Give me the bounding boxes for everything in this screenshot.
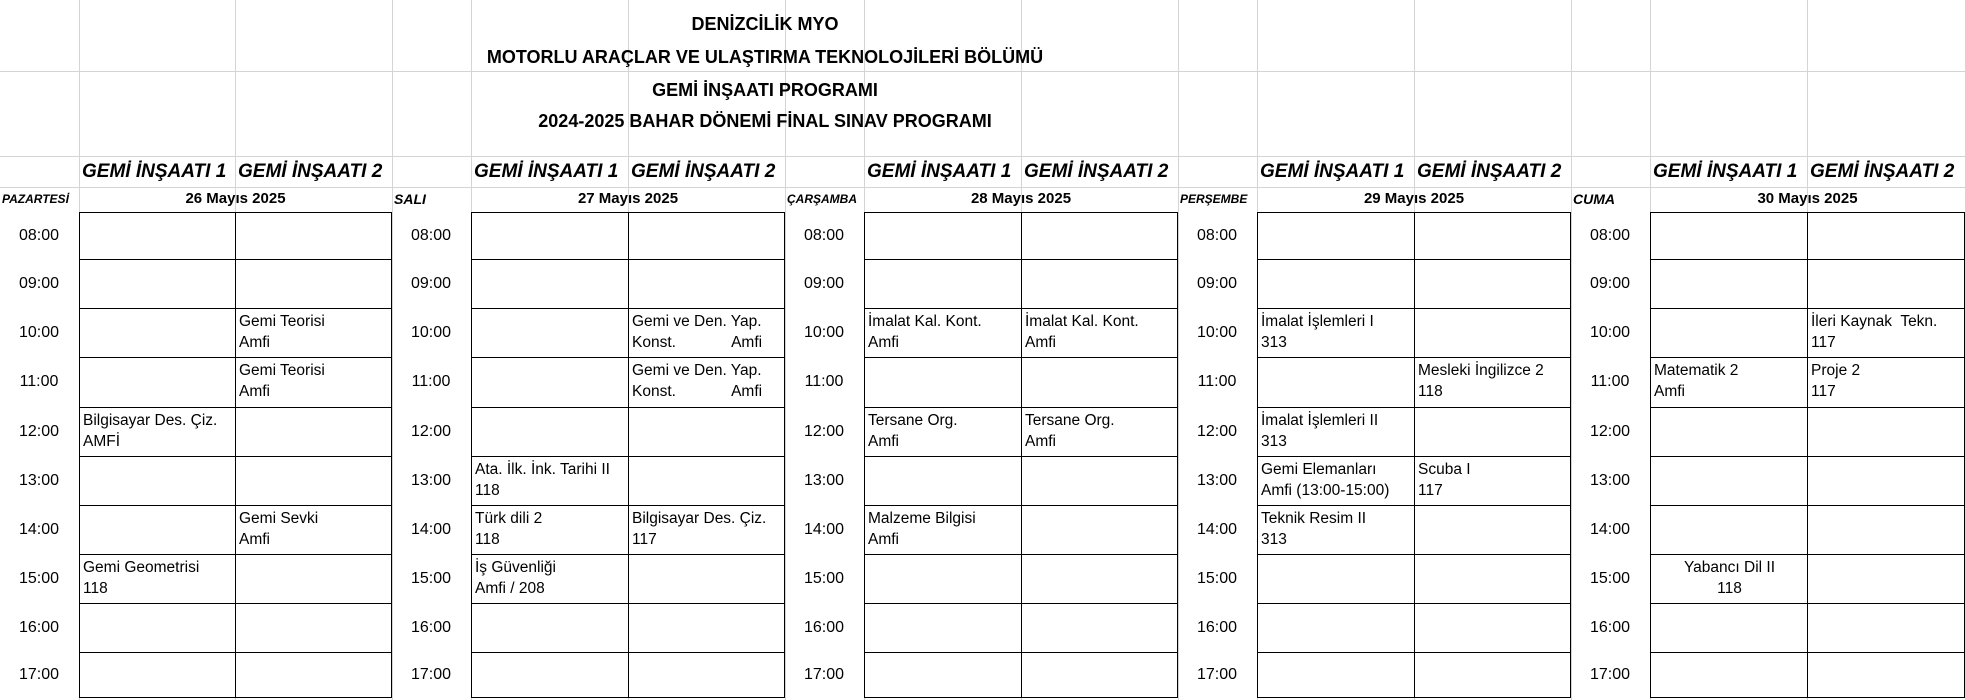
day-table-row-line <box>79 308 392 310</box>
time-label: 14:00 <box>1589 521 1631 538</box>
exam-cell-line: 117 <box>1811 383 1836 400</box>
exam-cell-line: Tersane Org. <box>1025 412 1115 429</box>
exam-cell-line: 313 <box>1261 334 1287 351</box>
exam-cell <box>81 410 233 455</box>
day-table-row-line <box>79 456 392 458</box>
day-table-row-line <box>471 357 785 359</box>
exam-cell <box>866 508 1019 553</box>
exam-cell-line: Scuba I <box>1418 461 1471 478</box>
time-label: 08:00 <box>410 227 452 244</box>
exam-cell <box>1809 360 1963 406</box>
time-label: 15:00 <box>1589 570 1631 587</box>
day-table-row-line <box>471 505 785 507</box>
exam-cell-line: Gemi Teorisi <box>239 313 325 330</box>
time-label: 12:00 <box>803 423 845 440</box>
day-table-row-line <box>471 603 785 605</box>
day-table-row-line <box>864 259 1178 261</box>
exam-cell <box>630 508 783 553</box>
day-table-row-line <box>1650 554 1965 556</box>
day-table-row-line <box>1257 652 1571 654</box>
day-table-row-line <box>864 357 1178 359</box>
day-table-row-line <box>1650 456 1965 458</box>
time-label: 12:00 <box>1196 423 1238 440</box>
exam-cell-line: 118 <box>1418 383 1443 400</box>
gridline-horizontal <box>0 71 1965 72</box>
group-label: GEMİ İNŞAATI 2 <box>631 161 776 182</box>
exam-cell-line: Bilgisayar Des. Çiz. <box>83 412 218 429</box>
exam-cell <box>237 508 390 553</box>
day-table-row-line <box>79 259 392 261</box>
time-label: 09:00 <box>1589 275 1631 292</box>
exam-cell <box>1652 360 1805 406</box>
time-label: 10:00 <box>803 324 845 341</box>
exam-cell-line: Gemi Geometrisi <box>83 559 200 576</box>
header-title-line: 2024-2025 BAHAR DÖNEMİ FİNAL SINAV PROGRAMI <box>538 111 992 131</box>
time-label: 13:00 <box>1589 472 1631 489</box>
exam-cell-line: Amfi (13:00-15:00) <box>1261 482 1390 499</box>
group-label: GEMİ İNŞAATI 2 <box>238 161 383 182</box>
time-label: 15:00 <box>1196 570 1238 587</box>
day-table-row-line <box>864 603 1178 605</box>
day-table-row-line <box>1257 456 1571 458</box>
exam-cell-line: Mesleki İngilizce 2 <box>1418 362 1544 379</box>
day-table-row-line <box>864 652 1178 654</box>
exam-cell-line: Konst. Amfi <box>632 383 763 400</box>
day-table-row-line <box>1650 603 1965 605</box>
group-label: GEMİ İNŞAATI 1 <box>82 161 227 182</box>
exam-cell <box>1259 508 1412 553</box>
header-title-line: GEMİ İNŞAATI PROGRAMI <box>652 80 878 100</box>
exam-cell-line: Amfi <box>239 383 270 400</box>
exam-cell <box>237 311 390 356</box>
exam-cell-line: 118 <box>475 531 500 548</box>
exam-cell <box>630 311 783 356</box>
group-label: GEMİ İNŞAATI 1 <box>1653 161 1798 182</box>
exam-cell-line: Konst. Amfi <box>632 334 763 351</box>
time-label: 11:00 <box>411 373 451 390</box>
day-table-row-line <box>864 456 1178 458</box>
group-label: GEMİ İNŞAATI 2 <box>1417 161 1562 182</box>
day-name: ÇARŞAMBA <box>787 192 857 206</box>
exam-cell-line: İmalat İşlemleri II <box>1261 412 1379 429</box>
day-table-row-line <box>1257 259 1571 261</box>
exam-cell <box>1259 410 1412 455</box>
time-label: 16:00 <box>803 619 845 636</box>
time-label: 09:00 <box>18 275 60 292</box>
exam-cell-line: Proje 2 <box>1811 362 1861 379</box>
group-label: GEMİ İNŞAATI 2 <box>1024 161 1169 182</box>
day-table-row-line <box>1257 357 1571 359</box>
exam-cell-line: Teknik Resim II <box>1261 510 1367 527</box>
day-table-row-line <box>1257 308 1571 310</box>
exam-cell-line: İleri Kaynak Tekn. <box>1811 313 1938 330</box>
time-label: 13:00 <box>1196 472 1238 489</box>
exam-cell-line: Gemi ve Den. Yap. <box>632 362 762 379</box>
group-label: GEMİ İNŞAATI 1 <box>474 161 619 182</box>
time-label: 08:00 <box>18 227 60 244</box>
exam-cell-line: 313 <box>1261 531 1287 548</box>
day-table-row-line <box>864 407 1178 409</box>
day-table-row-line <box>1257 554 1571 556</box>
day-date: 30 Mayıs 2025 <box>1757 190 1858 207</box>
time-label: 14:00 <box>1196 521 1238 538</box>
exam-cell-line: 117 <box>1418 482 1443 499</box>
exam-cell-line: 118 <box>475 482 500 499</box>
exam-cell-line: İmalat Kal. Kont. <box>868 313 982 330</box>
time-label: 14:00 <box>410 521 452 538</box>
header-title-line: MOTORLU ARAÇLAR VE ULAŞTIRMA TEKNOLOJİLERİ BÖLÜMÜ <box>486 47 1044 67</box>
exam-cell <box>1809 311 1963 356</box>
time-label: 10:00 <box>410 324 452 341</box>
exam-cell-line: İş Güvenliği <box>475 559 556 576</box>
time-label: 13:00 <box>803 472 845 489</box>
day-table-row-line <box>471 456 785 458</box>
exam-cell-line: Amfi <box>1025 334 1056 351</box>
day-table-row-line <box>1257 603 1571 605</box>
time-label: 10:00 <box>18 324 60 341</box>
time-label: 16:00 <box>1196 619 1238 636</box>
exam-cell-line: Matematik 2 <box>1654 362 1739 379</box>
exam-cell <box>1023 410 1176 455</box>
header-title-line: DENİZCİLİK MYO <box>691 14 839 34</box>
day-name: PERŞEMBE <box>1180 192 1248 206</box>
exam-cell <box>473 459 626 504</box>
day-name: PAZARTESİ <box>2 192 69 206</box>
exam-cell-line: Amfi / 208 <box>475 580 545 597</box>
day-date: 26 Mayıs 2025 <box>185 190 286 207</box>
exam-cell <box>1652 557 1805 602</box>
time-label: 11:00 <box>804 373 844 390</box>
day-table-row-line <box>471 652 785 654</box>
exam-cell-line: 313 <box>1261 433 1287 450</box>
day-date: 28 Mayıs 2025 <box>970 190 1072 207</box>
time-label: 15:00 <box>410 570 452 587</box>
day-table-row-line <box>471 407 785 409</box>
exam-cell-line: Gemi Sevki <box>239 510 319 527</box>
day-date: 29 Mayıs 2025 <box>1363 190 1465 207</box>
group-label: GEMİ İNŞAATI 1 <box>1260 161 1405 182</box>
time-label: 16:00 <box>410 619 452 636</box>
day-table-row-line <box>1257 407 1571 409</box>
time-label: 08:00 <box>1196 227 1238 244</box>
exam-cell-line: Amfi <box>239 334 270 351</box>
time-label: 17:00 <box>803 666 845 683</box>
exam-cell-line: Amfi <box>868 334 899 351</box>
time-label: 14:00 <box>803 521 845 538</box>
day-table-row-line <box>1650 357 1965 359</box>
time-label: 13:00 <box>18 472 60 489</box>
time-label: 10:00 <box>1196 324 1238 341</box>
time-label: 17:00 <box>1589 666 1631 683</box>
time-label: 15:00 <box>18 570 60 587</box>
time-label: 15:00 <box>803 570 845 587</box>
day-date: 27 Mayıs 2025 <box>577 190 679 207</box>
exam-cell-line: İmalat İşlemleri I <box>1261 313 1374 330</box>
exam-cell <box>1259 459 1412 504</box>
exam-cell-line: Amfi <box>868 531 899 548</box>
exam-cell <box>81 557 233 602</box>
exam-cell <box>1416 459 1569 504</box>
day-table-row-line <box>1650 259 1965 261</box>
day-table-row-line <box>1650 407 1965 409</box>
exam-cell-line: 118 <box>1717 580 1742 597</box>
group-label: GEMİ İNŞAATI 1 <box>867 161 1012 182</box>
day-table-row-line <box>79 652 392 654</box>
exam-cell-line: 118 <box>83 580 108 597</box>
time-label: 11:00 <box>1590 373 1630 390</box>
exam-cell-line: Amfi <box>868 433 899 450</box>
day-table-row-line <box>1650 505 1965 507</box>
exam-cell-line: 117 <box>632 531 657 548</box>
time-label: 16:00 <box>18 619 60 636</box>
time-label: 09:00 <box>410 275 452 292</box>
exam-cell-line: Amfi <box>1025 433 1056 450</box>
time-label: 17:00 <box>1196 666 1238 683</box>
exam-cell-line: Tersane Org. <box>868 412 958 429</box>
exam-cell-line: Amfi <box>1654 383 1685 400</box>
day-table-row-line <box>1257 505 1571 507</box>
day-table-row-line <box>1650 308 1965 310</box>
exam-cell-line: Türk dili 2 <box>475 510 543 527</box>
time-label: 10:00 <box>1589 324 1631 341</box>
day-table-row-line <box>471 554 785 556</box>
day-table-row-line <box>1650 652 1965 654</box>
exam-cell <box>1023 311 1176 356</box>
exam-cell <box>473 557 626 602</box>
day-name: SALI <box>394 191 426 207</box>
exam-cell <box>866 311 1019 356</box>
time-label: 12:00 <box>1589 423 1631 440</box>
exam-cell-line: Amfi <box>239 531 270 548</box>
day-table-row-line <box>79 505 392 507</box>
time-label: 09:00 <box>803 275 845 292</box>
day-table-row-line <box>79 603 392 605</box>
exam-cell-line: Yabancı Dil II <box>1683 559 1776 576</box>
day-table-row-line <box>471 259 785 261</box>
day-name: CUMA <box>1573 191 1615 207</box>
day-table-row-line <box>864 308 1178 310</box>
time-label: 14:00 <box>18 521 60 538</box>
time-label: 08:00 <box>803 227 845 244</box>
exam-cell <box>866 410 1019 455</box>
exam-cell-line: Ata. İlk. İnk. Tarihi II <box>475 461 610 478</box>
exam-cell-line: Gemi Teorisi <box>239 362 325 379</box>
day-table-row-line <box>864 554 1178 556</box>
time-label: 17:00 <box>18 666 60 683</box>
day-table-row-line <box>471 308 785 310</box>
time-label: 12:00 <box>18 423 60 440</box>
exam-cell-line: AMFİ <box>83 433 121 450</box>
exam-cell <box>237 360 390 406</box>
group-label: GEMİ İNŞAATI 2 <box>1810 161 1955 182</box>
time-label: 09:00 <box>1196 275 1238 292</box>
exam-cell-line: 117 <box>1811 334 1836 351</box>
time-label: 11:00 <box>19 373 59 390</box>
exam-cell <box>1259 311 1412 356</box>
time-label: 13:00 <box>410 472 452 489</box>
day-table-row-line <box>79 554 392 556</box>
time-label: 12:00 <box>410 423 452 440</box>
exam-cell <box>1416 360 1569 406</box>
day-table-row-line <box>79 407 392 409</box>
exam-cell-line: Malzeme Bilgisi <box>868 510 976 527</box>
exam-cell-line: Gemi ve Den. Yap. <box>632 313 762 330</box>
time-label: 08:00 <box>1589 227 1631 244</box>
day-table-row-line <box>79 357 392 359</box>
exam-cell-line: Bilgisayar Des. Çiz. <box>632 510 767 527</box>
time-label: 11:00 <box>1197 373 1237 390</box>
exam-cell-line: Gemi Elemanları <box>1261 461 1377 478</box>
exam-cell <box>630 360 783 406</box>
time-label: 16:00 <box>1589 619 1631 636</box>
exam-cell-line: İmalat Kal. Kont. <box>1025 313 1139 330</box>
day-table-row-line <box>864 505 1178 507</box>
time-label: 17:00 <box>410 666 452 683</box>
exam-cell <box>473 508 626 553</box>
